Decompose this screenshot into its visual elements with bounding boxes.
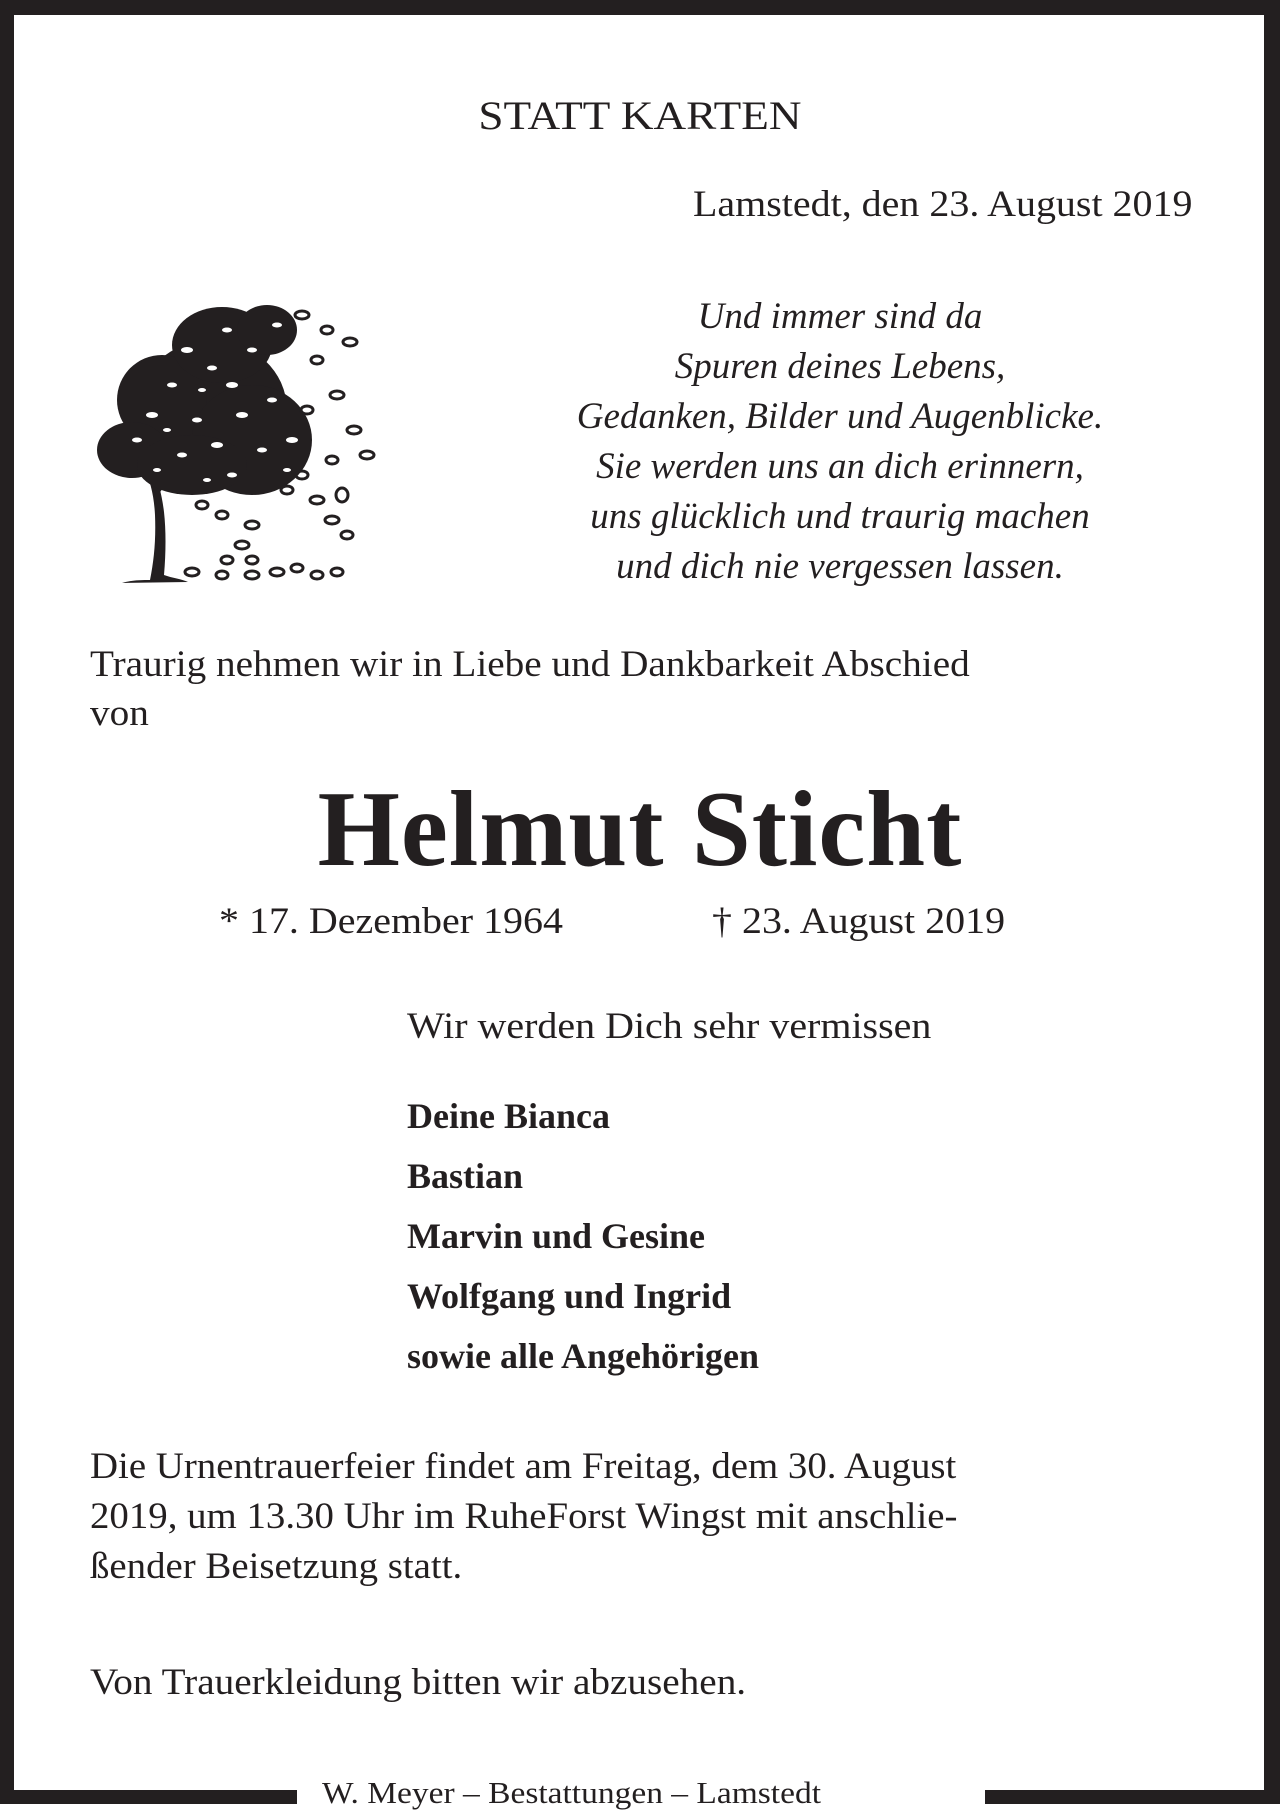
signer: sowie alle Angehörigen bbox=[407, 1336, 759, 1376]
ceremony-line: 2019, um 13.30 Uhr im RuheForst Wingst mit anschlie- bbox=[90, 1496, 958, 1537]
dress-code-note bbox=[90, 1662, 747, 1703]
birth-date bbox=[219, 901, 563, 942]
header-title bbox=[0, 93, 1280, 138]
signer: Deine Bianca bbox=[407, 1096, 610, 1136]
place-date-text: Lamstedt, den 23. August 2019 bbox=[692, 184, 1192, 225]
deceased-name bbox=[0, 770, 1280, 889]
ceremony-line: ßender Beisetzung statt. bbox=[90, 1546, 463, 1587]
intro-text bbox=[90, 640, 1193, 738]
death-date bbox=[712, 901, 1006, 942]
closing-text-content: Wir werden Dich sehr vermissen bbox=[407, 1006, 932, 1047]
poem-line: uns glücklich und traurig machen bbox=[590, 496, 1090, 537]
border-bottom-left bbox=[0, 1790, 297, 1804]
closing-text bbox=[407, 1006, 932, 1047]
border-left bbox=[0, 0, 14, 1804]
poem-line: Und immer sind da bbox=[697, 296, 983, 337]
signer: Wolfgang und Ingrid bbox=[407, 1276, 732, 1316]
header-title-text: STATT KARTEN bbox=[478, 93, 802, 138]
signer: Marvin und Gesine bbox=[407, 1216, 706, 1256]
funeral-home-footer bbox=[322, 1775, 822, 1810]
poem-line: Spuren deines Lebens, bbox=[674, 346, 1006, 387]
signers-list bbox=[407, 1086, 759, 1386]
funeral-home-footer-text: W. Meyer – Bestattungen – Lamstedt bbox=[322, 1775, 822, 1810]
border-bottom-right bbox=[985, 1790, 1280, 1804]
ceremony-line: Die Urnentrauerfeier findet am Freitag, dem 30. August bbox=[90, 1446, 957, 1487]
poem-line: Gedanken, Bilder und Augenblicke. bbox=[576, 396, 1104, 437]
dress-code-note-text: Von Trauerkleidung bitten wir abzusehen. bbox=[90, 1662, 747, 1703]
border-top bbox=[0, 0, 1280, 15]
poem-line: Sie werden uns an dich erinnern, bbox=[596, 446, 1084, 487]
intro-line: von bbox=[90, 693, 149, 734]
signer: Bastian bbox=[407, 1156, 524, 1196]
tree-with-falling-leaves-icon bbox=[92, 290, 382, 588]
intro-line: Traurig nehmen wir in Liebe und Dankbarkeit Abschied bbox=[90, 644, 970, 685]
poem bbox=[470, 292, 1210, 592]
deceased-name-text: Helmut Sticht bbox=[317, 770, 963, 889]
birth-date-text: * 17. Dezember 1964 bbox=[219, 901, 563, 942]
border-right bbox=[1264, 0, 1280, 1804]
place-date bbox=[692, 184, 1192, 225]
death-date-text: † 23. August 2019 bbox=[712, 901, 1006, 942]
poem-line: und dich nie vergessen lassen. bbox=[616, 546, 1064, 587]
ceremony-info bbox=[90, 1442, 1193, 1592]
